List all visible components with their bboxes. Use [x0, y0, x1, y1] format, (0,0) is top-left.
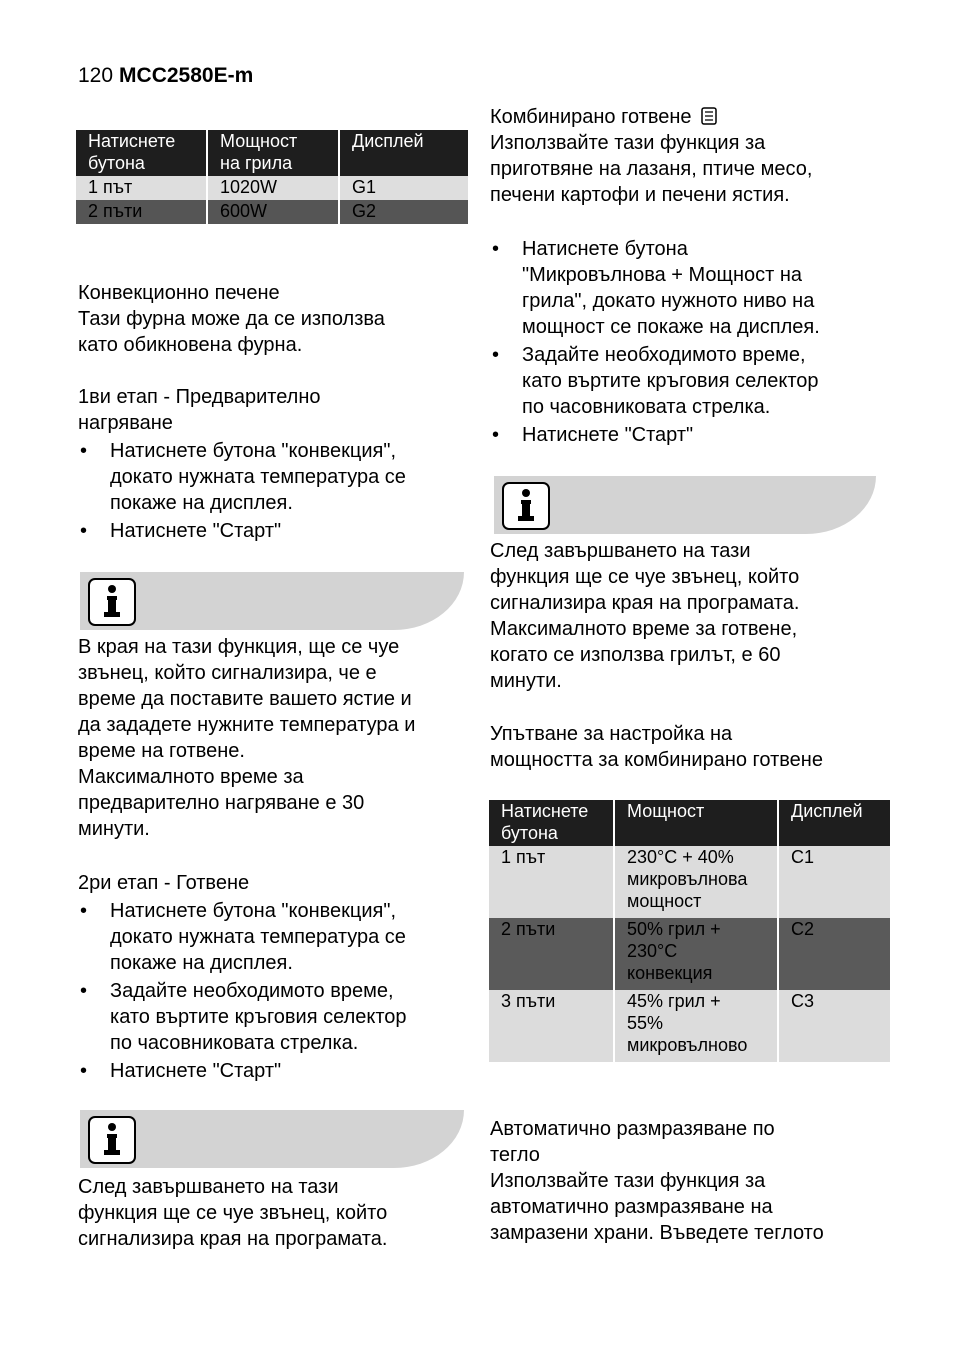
convection-intro: Тази фурна може да се използва като обикновена фурна.: [78, 308, 385, 356]
table-cell: 1020W: [207, 176, 339, 200]
table-row: [76, 176, 468, 200]
stage2-bullets: [78, 898, 407, 1086]
table-cell: 3 пъти: [489, 990, 614, 1062]
list-item: • Задайте необходимото време, като въртите кръговия селектор по часовниковата стрелка.: [490, 342, 820, 420]
combined-guide-title: Упътване за настройка на мощността за комбинирано готвене: [490, 723, 823, 771]
table-header-cell: Дисплей: [339, 130, 468, 176]
combined-intro: Използвайте тази функция за приготвяне на лазаня, птиче месо, печени картофи и печени ястия.: [490, 132, 813, 206]
table-header-cell: Мощност: [614, 800, 778, 846]
info-icon: [88, 1116, 136, 1164]
info-banner: [80, 1110, 464, 1168]
note-combined: След завършването на тази функция ще се чуе звънец, който сигнализира края на програмата. Максималното време за готвене, когато се използва грилът, е 60 минути.: [490, 540, 800, 692]
table-cell: 1 път: [489, 846, 614, 918]
info-icon: [88, 578, 136, 626]
info-banner: [80, 572, 464, 630]
list-item: • Натиснете "Старт": [490, 422, 820, 448]
note-cooking-end: След завършването на тази функция ще се чуе звънец, който сигнализира края на програмата.: [78, 1176, 388, 1250]
table-cell: 2 пъти: [76, 200, 207, 224]
table-header-cell: Натиснете бутона: [489, 800, 614, 846]
stage1-title: 1ви етап - Предварително нагряване: [78, 386, 321, 434]
table-cell: 50% грил + 230°C конвекция: [614, 918, 778, 990]
table-cell: G1: [339, 176, 468, 200]
note-preheat: В края на тази функция, ще се чуе звънец, който сигнализира, че е време да поставите вашето ястие и да зададете нужните температура и време на готвене. Максималното време за предварително нагряване е 30 минути.: [78, 636, 416, 840]
page-number: 120: [78, 64, 114, 87]
info-banner: [494, 476, 876, 534]
list-item: • Натиснете "Старт": [78, 518, 406, 544]
table-cell: C1: [778, 846, 890, 918]
model-name: MCC2580E-m: [119, 64, 254, 87]
auto-defrost-title: Автоматично размразяване по тегло: [490, 1118, 775, 1166]
table-cell: 600W: [207, 200, 339, 224]
combined-title: Комбинирано готвене: [490, 104, 717, 132]
convection-title: Конвекционно печене: [78, 282, 280, 304]
stage2-title: 2ри етап - Готвене: [78, 872, 250, 894]
grill-power-table: [76, 130, 468, 224]
info-icon: [502, 482, 550, 530]
table-cell: 1 път: [76, 176, 207, 200]
list-item: • Натиснете бутона "Микровълнова + Мощност на грила", докато нужното ниво на мощност се покаже на дисплея.: [490, 236, 820, 340]
table-cell: 2 пъти: [489, 918, 614, 990]
table-cell: 45% грил + 55% микровълново: [614, 990, 778, 1062]
page-header: [78, 64, 253, 88]
table-row: [489, 846, 890, 918]
table-cell: G2: [339, 200, 468, 224]
combi-mode-icon: [701, 106, 717, 132]
table-header-row: [489, 800, 890, 846]
table-row: [489, 918, 890, 990]
list-item: • Натиснете бутона "конвекция", докато нужната температура се покаже на дисплея.: [78, 438, 406, 516]
table-header-cell: Мощност на грила: [207, 130, 339, 176]
auto-defrost-intro: Използвайте тази функция за автоматично размразяване на замразени храни. Въведете теглото: [490, 1170, 824, 1244]
combined-bullets: [490, 236, 820, 450]
combined-power-table: [489, 800, 890, 1062]
table-header-row: [76, 130, 468, 176]
table-row: [76, 200, 468, 224]
table-cell: C3: [778, 990, 890, 1062]
table-cell: 230°C + 40% микровълнова мощност: [614, 846, 778, 918]
list-item: • Задайте необходимото време, като въртите кръговия селектор по часовниковата стрелка.: [78, 978, 407, 1056]
stage1-bullets: [78, 438, 406, 546]
list-item: • Натиснете "Старт": [78, 1058, 407, 1084]
table-cell: C2: [778, 918, 890, 990]
table-header-cell: Дисплей: [778, 800, 890, 846]
table-row: [489, 990, 890, 1062]
table-header-cell: Натиснете бутона: [76, 130, 207, 176]
list-item: • Натиснете бутона "конвекция", докато нужната температура се покаже на дисплея.: [78, 898, 407, 976]
